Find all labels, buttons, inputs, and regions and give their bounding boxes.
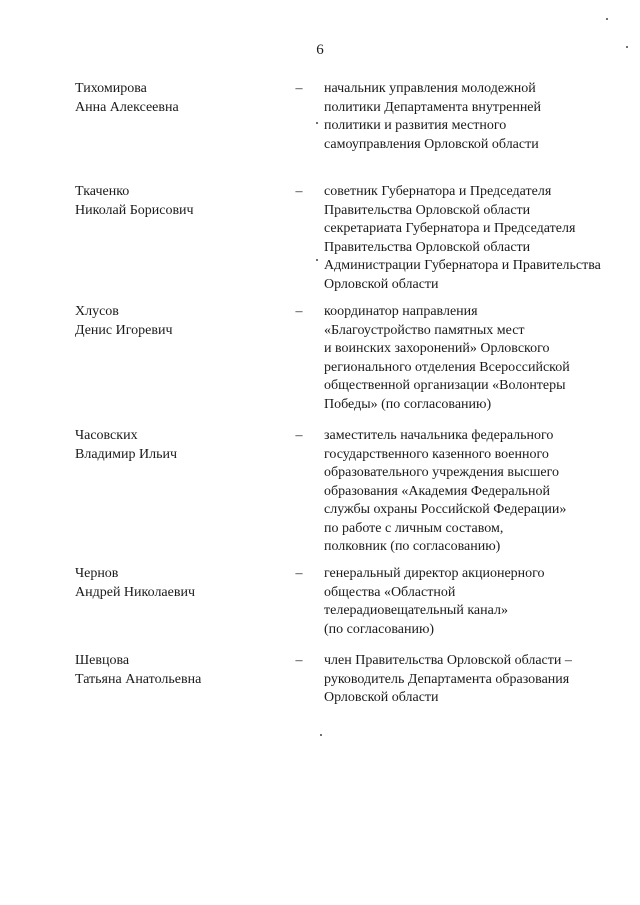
scan-speck (320, 734, 322, 736)
member-name-line: Часовских (75, 428, 138, 443)
member-name-line: Шевцова (75, 653, 130, 668)
member-position-line: и воинских захоронений» Орловского (324, 341, 550, 356)
dash-separator: – (295, 304, 303, 319)
dash-separator: – (295, 653, 303, 668)
scan-speck (606, 18, 608, 20)
member-position-line: Правительства Орловской области (324, 202, 531, 218)
member-position-line: член Правительства Орловской области – (324, 653, 572, 668)
member-position (324, 303, 634, 414)
dash-separator: – (295, 184, 303, 199)
member-position-line: полковник (по согласованию) (324, 539, 501, 554)
member-position-line: Орловской области (324, 276, 439, 292)
member-name (75, 652, 275, 689)
member-name-line: Хлусов (75, 304, 119, 319)
member-position-line: политики и развития местного (324, 118, 507, 133)
member-position-line: образовательного учреждения высшего (324, 465, 559, 480)
member-name-line: Николай Борисович (75, 202, 194, 218)
member-name-line: Тихомирова (75, 81, 147, 96)
member-position-line: регионального отделения Всероссийской (324, 359, 570, 375)
member-position-line: координатор направления (324, 304, 478, 319)
member-name (75, 303, 275, 340)
member-name-line: Денис Игоревич (75, 322, 173, 338)
member-name (75, 80, 275, 117)
page-number: 6 (316, 42, 324, 58)
member-position-line: Администрации Губернатора и Правительства (324, 258, 601, 273)
member-name-line: Ткаченко (75, 184, 130, 199)
member-position-line: секретариата Губернатора и Председателя (324, 221, 576, 236)
member-position (324, 565, 634, 639)
dash-separator: – (295, 566, 303, 581)
member-position (324, 80, 634, 154)
member-name-line: Андрей Николаевич (75, 584, 195, 600)
member-position-line: политики Департамента внутренней (324, 99, 542, 115)
member-name (75, 565, 275, 602)
member-position-line: начальник управления молодежной (324, 81, 536, 96)
member-position (324, 183, 634, 294)
scan-speck (316, 259, 318, 261)
member-position-line: Орловской области (324, 690, 439, 705)
dash-separator: – (295, 428, 303, 443)
member-position-line: (по согласованию) (324, 621, 435, 637)
member-position-line: Победы» (по согласованию) (324, 396, 492, 412)
member-position-line: заместитель начальника федерального (324, 428, 554, 443)
member-position-line: самоуправления Орловской области (324, 136, 539, 152)
member-position-line: советник Губернатора и Председателя (324, 184, 552, 199)
dash-separator: – (295, 81, 303, 96)
member-position-line: службы охраны Российской Федерации» (324, 502, 567, 517)
scan-speck (316, 122, 318, 124)
member-name-line: Татьяна Анатольевна (75, 671, 202, 687)
member-position-line: руководитель Департамента образования (324, 671, 570, 687)
member-position-line: государственного казенного военного (324, 446, 549, 462)
member-position-line: общественной организации «Волонтеры (324, 378, 566, 393)
member-position-line: общества «Областной (324, 584, 456, 600)
member-position (324, 427, 634, 557)
member-name (75, 183, 275, 220)
member-name-line: Анна Алексеевна (75, 99, 179, 115)
scan-speck (626, 46, 628, 48)
member-position (324, 652, 634, 708)
member-name-line: Владимир Ильич (75, 446, 178, 462)
member-name-line: Чернов (75, 566, 119, 581)
member-position-line: образования «Академия Федеральной (324, 483, 551, 499)
member-position-line: «Благоустройство памятных мест (324, 322, 525, 338)
member-position-line: по работе с личным составом, (324, 520, 504, 536)
member-position-line: телерадиовещательный канал» (324, 603, 508, 618)
member-name (75, 427, 275, 464)
member-position-line: генеральный директор акционерного (324, 566, 545, 581)
member-position-line: Правительства Орловской области (324, 239, 531, 255)
